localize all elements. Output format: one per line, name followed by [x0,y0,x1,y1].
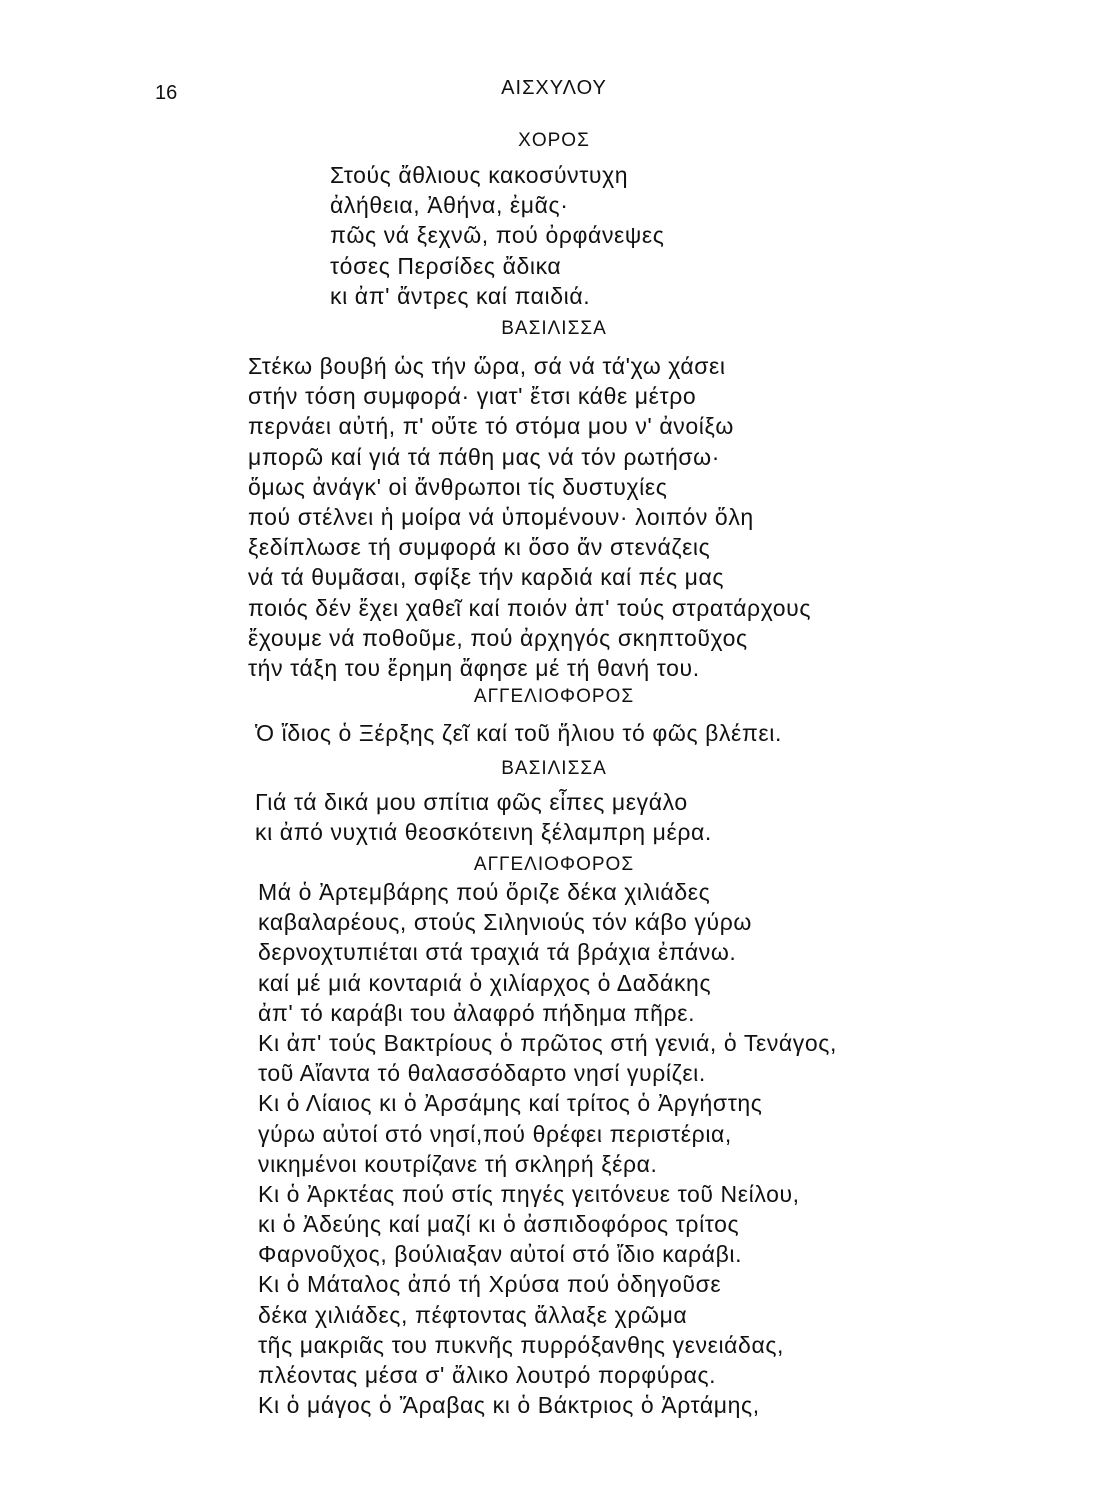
verse-line: νικημένοι κουτρίζανε τή σκληρή ξέρα. [258,1150,658,1177]
page-number: 16 [155,82,178,104]
verse-line: δερνοχτυπιέται στά τραχιά τά βράχια ἐπάνω. [258,939,737,966]
verse-line: πλέοντας μέσα σ' ἄλικο λουτρό πορφύρας. [258,1362,717,1388]
verse-line: τήν τάξη του ἔρημη ἄφησε μέ τή θανή του. [248,654,700,681]
verse-line: κι ἀπ' ἄντρες καί παιδιά. [330,282,591,309]
verse-line: κι ἀπό νυχτιά θεοσκότεινη ξέλαμπρη μέρα. [255,819,712,846]
running-title: ΑΙΣΧΥΛΟΥ [501,77,607,99]
speaker-heading: ΑΓΓΕΛΙΟΦΟΡΟΣ [473,854,635,875]
verse-line: καί μέ μιά κονταριά ὁ χιλίαρχος ὁ Δαδάκης [258,969,712,996]
speaker-heading: ΒΑΣΙΛΙΣΣΑ [501,318,607,339]
verse-line: Κι ὁ Μάταλος ἀπό τή Χρύσα πού ὁδηγοῦσε [258,1271,722,1298]
verse-line: πού στέλνει ἡ μοίρα νά ὑπομένουν· λοιπόν ὅλη [248,503,754,530]
verse-line: Ὁ ἴδιος ὁ Ξέρξης ζεῖ καί τοῦ ἥλιου τό φῶς βλέπει. [255,720,782,746]
verse-line: Στέκω βουβή ὡς τήν ὥρα, σά νά τά'χω χάσει [248,353,726,379]
verse-line: Μά ὁ Ἀρτεμβάρης πού ὅριζε δέκα χιλιάδες [258,879,711,905]
verse-line: Κι ἀπ' τούς Βακτρίους ὁ πρῶτος στή γενιά, ὁ Τενάγος, [258,1029,837,1056]
speaker-heading: ΑΓΓΕΛΙΟΦΟΡΟΣ [473,686,635,707]
verse-block [255,718,782,748]
verse-line: Στούς ἄθλιους κακοσύντυχη [330,162,629,188]
verse-line: γύρω αὐτοί στό νησί,πού θρέφει περιστέρια, [258,1120,732,1147]
verse-line: Φαρνοῦχος, βούλιαξαν αὐτοί στό ἴδιο καράβι. [258,1241,743,1268]
verse-line: πῶς νά ξεχνῶ, πού ὀρφάνεψες [330,222,665,249]
speaker-heading: ΧΟΡΟΣ [518,130,590,151]
verse-block [330,160,664,311]
verse-line: ὅμως ἀνάγκ' οἱ ἄνθρωποι τίς δυστυχίες [248,473,668,500]
verse-line: ἀλήθεια, Ἀθήνα, ἐμᾶς· [330,192,569,219]
verse-line: στήν τόση συμφορά· γιατ' ἔτσι κάθε μέτρο [248,383,697,410]
verse-line: νά τά θυμᾶσαι, σφίξε τήν καρδιά καί πές μας [248,564,725,591]
verse-line: μπορῶ καί γιά τά πάθη μας νά τόν ρωτήσω· [248,443,720,470]
verse-block [248,351,811,683]
verse-line: ποιός δέν ἔχει χαθεῖ καί ποιόν ἀπ' τούς στρατάρχους [248,594,812,621]
verse-block [255,787,712,847]
speaker-heading: ΒΑΣΙΛΙΣΣΑ [501,758,607,779]
verse-line: Κι ὁ μάγος ὁ Ἄραβας κι ὁ Βάκτριος ὁ Ἀρτάμης, [258,1392,760,1419]
verse-line: Κι ὁ Λίαιος κι ὁ Ἀρσάμης καί τρίτος ὁ Ἀργήστης [258,1090,763,1117]
verse-line: τοῦ Αἴαντα τό θαλασσόδαρτο νησί γυρίζει. [258,1060,706,1087]
verse-line: περνάει αὐτή, π' οὔτε τό στόμα μου ν' ἀνοίξω [248,413,734,440]
verse-line: ξεδίπλωσε τή συμφορά κι ὅσο ἄν στενάζεις [248,534,711,561]
verse-block [258,877,837,1420]
verse-line: Γιά τά δικά μου σπίτια φῶς εἶπες μεγάλο [255,789,688,815]
verse-line: τόσες Περσίδες ἄδικα [330,252,562,279]
verse-line: ἔχουμε νά ποθοῦμε, πού ἀρχηγός σκηπτοῦχος [248,624,748,651]
verse-line: Κι ὁ Ἀρκτέας πού στίς πηγές γειτόνευε τοῦ Νείλου, [258,1180,800,1207]
verse-line: ἀπ' τό καράβι του ἀλαφρό πήδημα πῆρε. [258,999,696,1026]
verse-line: δέκα χιλιάδες, πέφτοντας ἄλλαξε χρῶμα [258,1301,688,1328]
verse-line: κι ὁ Ἀδεύης καί μαζί κι ὁ ἀσπιδοφόρος τρίτος [258,1211,740,1238]
verse-line: τῆς μακριᾶς του πυκνῆς πυρρόξανθης γενειάδας, [258,1331,785,1358]
verse-line: καβαλαρέους, στούς Σιληνιούς τόν κάβο γύρω [258,909,752,936]
